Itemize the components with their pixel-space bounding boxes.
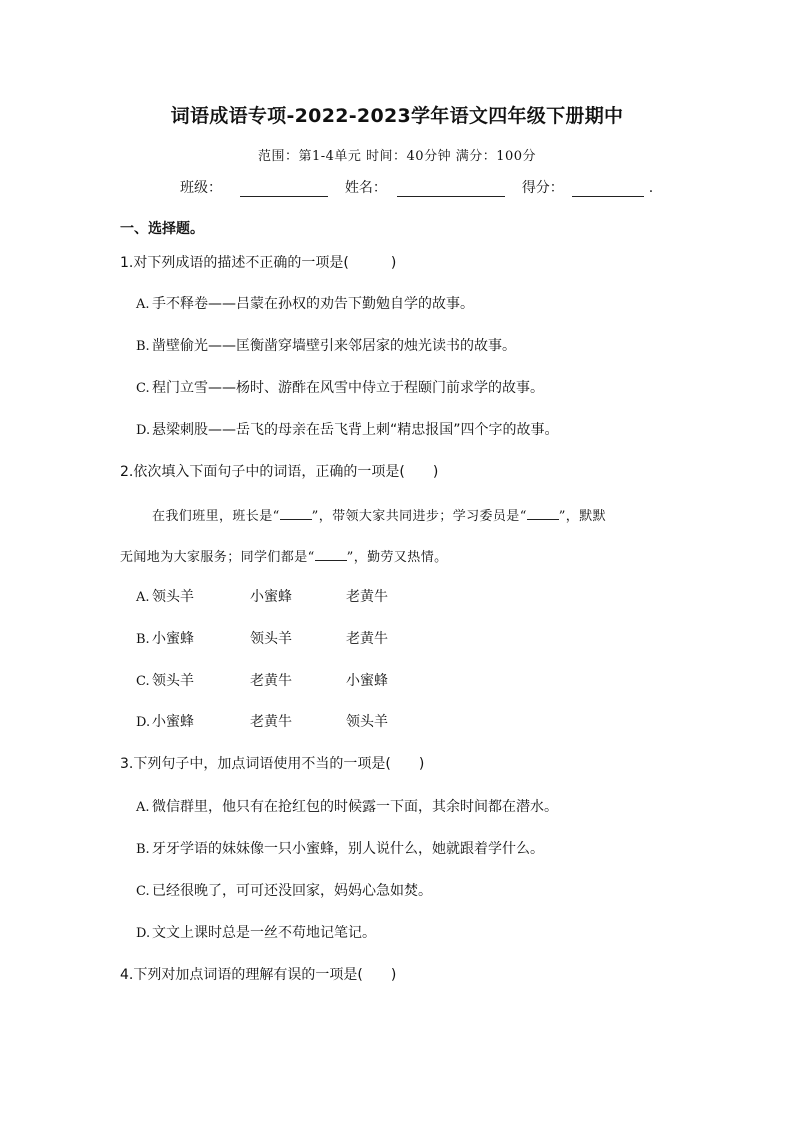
q2-passage-line-1 — [152, 505, 606, 524]
option-word: 老黄牛 — [250, 714, 292, 730]
option-letter: A. — [136, 590, 150, 605]
student-info-fields — [180, 177, 653, 197]
score-label: 得分： — [521, 180, 564, 196]
option-letter: A. — [136, 297, 150, 312]
option-word: 小蜜蜂 — [346, 673, 388, 689]
q3-option-b[interactable] — [136, 838, 544, 858]
option-letter: C. — [136, 381, 150, 396]
question-1-stem: 1.对下列成语的描述不正确的一项是( ) — [120, 255, 397, 271]
q1-option-d[interactable] — [136, 419, 559, 439]
option-letter: D. — [136, 423, 151, 438]
section-heading: 一、选择题。 — [120, 221, 204, 237]
option-word: 老黄牛 — [346, 631, 388, 647]
q2-passage-line-2 — [120, 546, 448, 565]
class-field[interactable] — [240, 181, 328, 197]
question-4-stem: 4.下列对加点词语的理解有误的一项是( ) — [120, 967, 397, 983]
option-letter: A. — [136, 800, 150, 815]
q3-option-a[interactable] — [136, 796, 558, 816]
option-letter: B. — [136, 842, 150, 857]
option-word: 领头羊 — [250, 631, 292, 647]
name-label: 姓名： — [344, 180, 387, 196]
name-field[interactable] — [397, 181, 505, 197]
question-3-stem: 3.下列句子中，加点词语使用不当的一项是( ) — [120, 756, 425, 772]
option-letter: D. — [136, 715, 151, 730]
option-word: 老黄牛 — [346, 589, 388, 605]
option-text: 微信群里，他只有在抢红包的时候露一下面，其余时间都在潜水。 — [152, 799, 558, 815]
class-label: 班级： — [180, 180, 222, 196]
fill-blank[interactable] — [315, 548, 347, 561]
q1-option-b[interactable] — [136, 335, 516, 355]
option-word: 老黄牛 — [250, 673, 292, 689]
page-title: 词语成语专项-2022-2023学年语文四年级下册期中 — [170, 105, 624, 127]
passage-text: ”，默默 — [558, 509, 606, 524]
option-letter: B. — [136, 339, 150, 354]
option-word: 领头羊 — [152, 589, 194, 605]
option-word: 小蜜蜂 — [152, 714, 194, 730]
option-text: 凿壁偷光——匡衡凿穿墙壁引来邻居家的烛光读书的故事。 — [152, 338, 516, 354]
option-text: 手不释卷——吕蒙在孙权的劝告下勤勉自学的故事。 — [152, 296, 474, 312]
option-text: 牙牙学语的妹妹像一只小蜜蜂，别人说什么，她就跟着学什么。 — [152, 841, 544, 857]
q2-option-a[interactable] — [136, 586, 388, 606]
q3-option-c[interactable] — [136, 880, 432, 900]
question-2-stem: 2.依次填入下面句子中的词语，正确的一项是( ) — [120, 464, 439, 480]
q2-option-c[interactable] — [136, 670, 388, 690]
score-field[interactable] — [572, 181, 644, 197]
fill-blank[interactable] — [280, 507, 312, 520]
passage-text: 在我们班里，班长是“ — [152, 509, 280, 524]
option-word: 领头羊 — [346, 714, 388, 730]
q3-option-d[interactable] — [136, 922, 376, 942]
option-text: 程门立雪——杨时、游酢在风雪中侍立于程颐门前求学的故事。 — [152, 380, 544, 396]
passage-text: ”，勤劳又热情。 — [346, 550, 448, 565]
option-letter: C. — [136, 884, 150, 899]
q1-option-c[interactable] — [136, 377, 544, 397]
exam-meta: 范围：第1-4单元 时间：40分钟 满分：100分 — [257, 149, 537, 164]
q2-option-d[interactable] — [136, 711, 388, 731]
q1-option-a[interactable] — [136, 293, 474, 313]
end-mark: . — [648, 180, 654, 196]
passage-text: 无闻地为大家服务；同学们都是“ — [120, 550, 315, 565]
option-letter: B. — [136, 632, 150, 647]
option-text: 已经很晚了，可可还没回家，妈妈心急如焚。 — [152, 883, 432, 899]
option-letter: C. — [136, 674, 150, 689]
passage-text: ”，带领大家共同进步；学习委员是“ — [311, 509, 527, 524]
option-text: 文文上课时总是一丝不苟地记笔记。 — [152, 925, 376, 941]
option-letter: D. — [136, 926, 151, 941]
q2-option-b[interactable] — [136, 628, 388, 648]
option-word: 小蜜蜂 — [152, 631, 194, 647]
fill-blank[interactable] — [527, 507, 559, 520]
option-word: 领头羊 — [152, 673, 194, 689]
option-text: 悬梁刺股——岳飞的母亲在岳飞背上刺“精忠报国”四个字的故事。 — [152, 422, 559, 438]
option-word: 小蜜蜂 — [250, 589, 292, 605]
